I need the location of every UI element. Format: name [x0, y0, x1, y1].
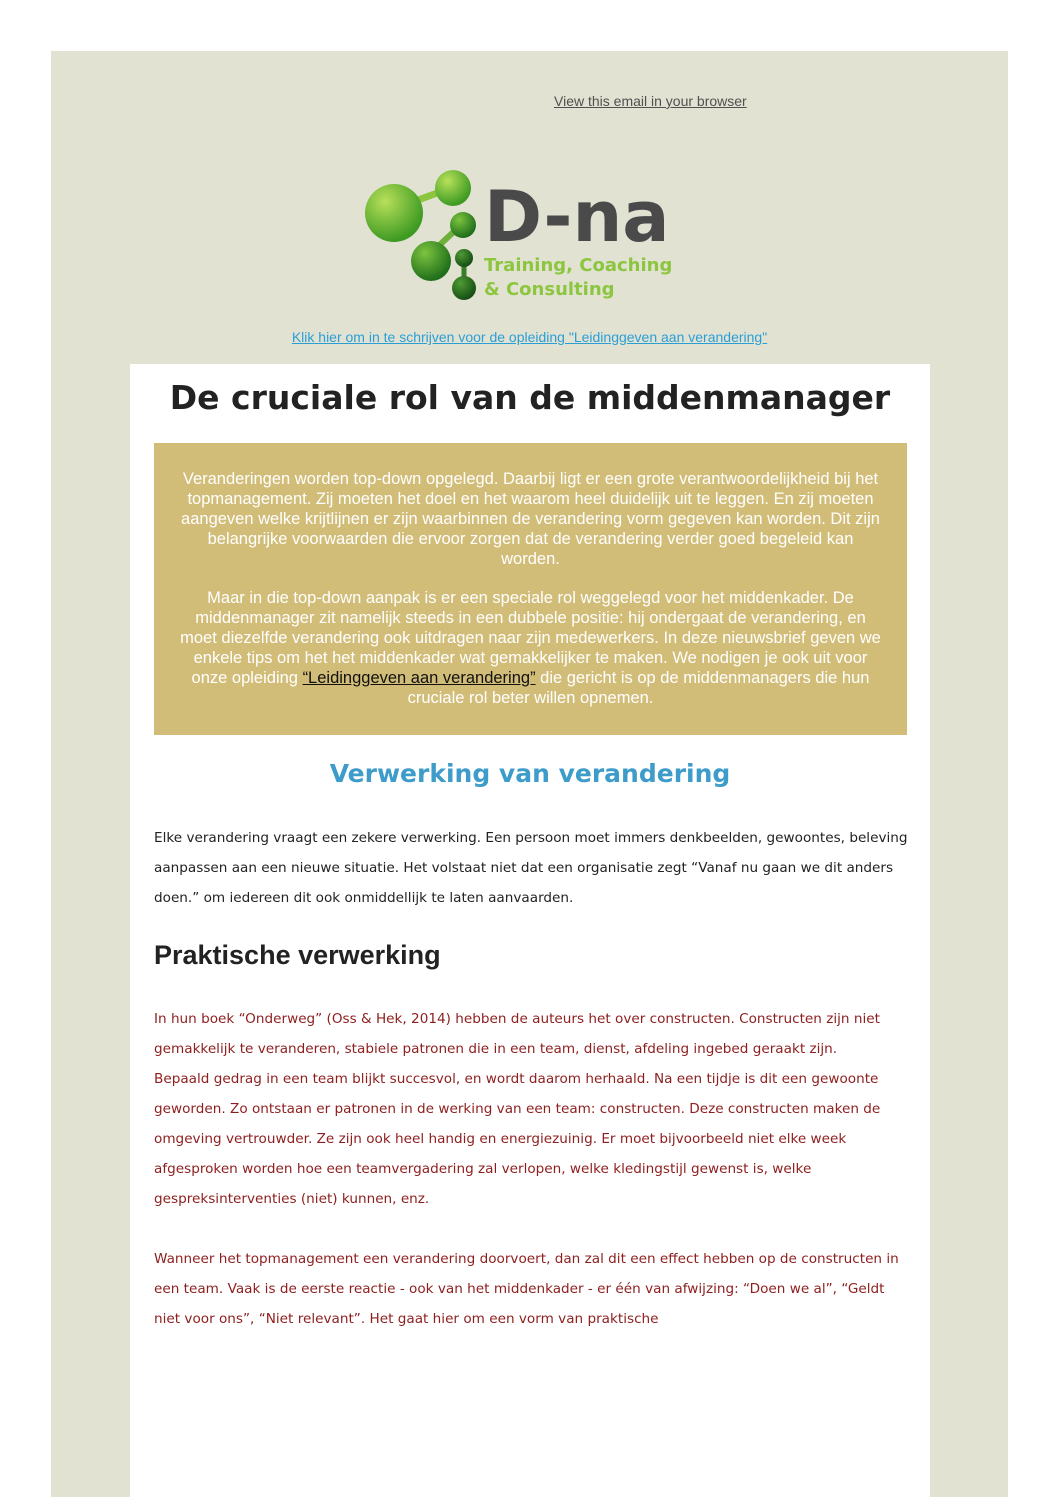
section-heading-praktische: Praktische verwerking	[154, 940, 441, 970]
email-container	[51, 51, 1008, 1497]
section-text-verwerking: Elke verandering vraagt een zekere verwerking. Een persoon moet immers denkbeelden, gewoontes, beleving aanpassen aan een nieuwe situatie. Het volstaat niet dat een organisatie zegt “Vanaf nu gaan we dit anders doen.” om iedereen dit ook onmiddellijk te laten aanvaarden.	[154, 830, 908, 906]
article-card	[130, 364, 930, 1497]
logo-wordmark: D-na	[484, 176, 670, 258]
article-title: De cruciale rol van de middenmanager	[169, 378, 891, 417]
course-link[interactable]: “Leidinggeven aan verandering”	[302, 669, 536, 687]
paragraph: Wanneer het topmanagement een verandering doorvoert, dan zal dit een effect hebben op de constructen in een team. Vaak is de eerste reactie - ook van het middenkader - er één van afwijzing: “Doen we al”, “Geldt niet voor ons”, “Niet relevant”. Het gaat hier om een vorm van praktische	[154, 1251, 899, 1327]
paragraph: Bepaald gedrag in een team blijkt succesvol, en wordt daarom herhaald. Na een tijdje is dit een gewoonte geworden. Zo ontstaan er patronen in de werking van een team: constructen. Deze constructen maken de omgeving vertrouwder. Ze zijn ook heel handig en energiezuinig. Er moet bijvoorbeeld niet elke week afgesproken worden hoe een teamvergadering zal verlopen, welke kledingstijl gewenst is, welke gespreksinterventies (niet) kunnen, enz.	[154, 1071, 881, 1207]
section-heading-verwerking: Verwerking van verandering	[329, 759, 731, 788]
logo-tagline-1: Training, Coaching	[484, 255, 673, 276]
section-text-praktische	[154, 1004, 914, 1334]
dna-logo	[356, 163, 686, 308]
intro-paragraph-1: Veranderingen worden top-down opgelegd. Daarbij ligt er een grote verantwoordelijkheid bij het topmanagement. Zij moeten het doel en het waarom heel duidelijk uit te leggen. En zij moeten aangeven welke krijtlijnen er zijn waarbinnen de verandering vorm gegeven kan worden. Dit zijn belangrijke voorwaarden die ervoor zorgen dat de verandering verder goed begeleid kan worden.	[181, 470, 880, 568]
signup-link[interactable]: Klik hier om in te schrijven voor de opleiding "Leidinggeven aan verandering"	[291, 329, 768, 345]
intro-box	[154, 443, 907, 735]
intro-text-end: die gericht is op de middenmanagers die hun cruciale rol beter willen opnemen.	[407, 669, 870, 707]
logo-tagline-2: & Consulting	[484, 279, 615, 300]
intro-text: Maar in die top-down aanpak is er een speciale rol weggelegd voor het middenkader. De middenmanager zit namelijk steeds in een dubbele positie: hij ondergaat de verandering, en moet diezelfde verandering ook uitdragen naar zijn medewerkers. In deze nieuwsbrief geven we enkele tips om het het middenkader wat gemakkelijker te maken. We nodigen je ook uit voor onze opleiding	[180, 589, 881, 687]
view-in-browser-link[interactable]: View this email in your browser	[554, 93, 747, 109]
intro-paragraph-2	[176, 588, 885, 708]
paragraph: In hun boek “Onderweg” (Oss & Hek, 2014) hebben de auteurs het over constructen. Constructen zijn niet gemakkelijk te veranderen, stabiele patronen die in een team, dienst, afdeling ingebed geraakt zijn.	[154, 1011, 880, 1057]
